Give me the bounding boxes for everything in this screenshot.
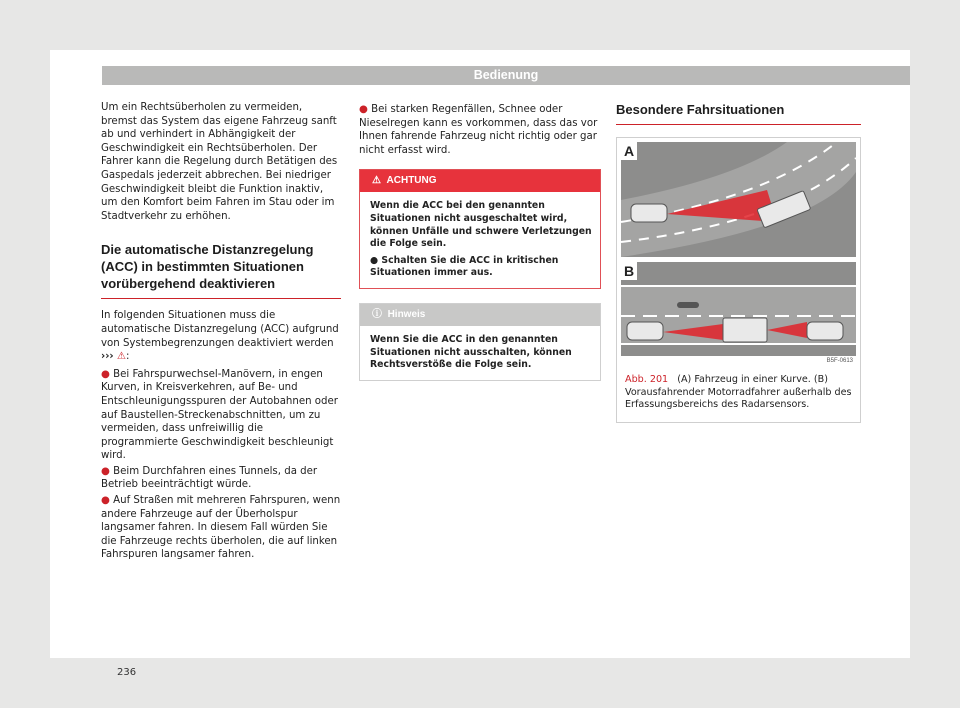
bullet-icon: ● bbox=[101, 368, 110, 380]
bullet-icon: ● bbox=[101, 495, 110, 507]
warning-header bbox=[360, 170, 600, 192]
bullet-icon: ● bbox=[359, 104, 368, 115]
list-item-text: Bei starken Regenfällen, Schnee oder Nieselregen kann es vorkommen, dass das vor Ihnen fahrende Fahrzeug nicht richtig oder gar nicht erfasst wird. bbox=[359, 104, 598, 156]
own-car bbox=[631, 204, 667, 222]
warning-title: ACHTUNG bbox=[386, 175, 437, 187]
lead-paragraph: In folgenden Situationen muss die automatische Distanzregelung (ACC) aufgrund von Systembegrenzungen deaktiviert werden ››› ⚠: bbox=[101, 310, 339, 363]
section-heading-situations: Besondere Fahrsituationen bbox=[616, 101, 861, 125]
page-number: 236 bbox=[117, 667, 137, 678]
truck bbox=[723, 318, 767, 342]
column-middle bbox=[359, 101, 601, 381]
warning-triangle-icon: ⚠ bbox=[372, 175, 381, 187]
car-ahead bbox=[807, 322, 843, 340]
warning-box bbox=[359, 169, 601, 289]
warning-bullet-text: Schalten Sie die ACC in kritischen Situationen immer aus. bbox=[370, 254, 559, 279]
own-car bbox=[627, 322, 663, 340]
info-icon: ⓘ bbox=[372, 308, 382, 320]
bullet-icon: ● bbox=[101, 465, 110, 477]
figure-illustration bbox=[617, 138, 860, 366]
bullet-icon: ● bbox=[370, 254, 379, 266]
panel-label-b: B bbox=[624, 263, 635, 279]
figure bbox=[616, 137, 861, 423]
warning-bullet bbox=[370, 255, 592, 280]
list-item-text: Auf Straßen mit mehreren Fahrspuren, wenn andere Fahrzeuge auf der Überholspur langsamer fahren. In diesem Fall würden Sie die Fahrzeuge rechts überholen, die auf linken Fahrspuren langsamer fahren. bbox=[101, 495, 341, 561]
lead-text: In folgenden Situationen muss die automatische Distanzregelung (ACC) aufgrund von Systembegrenzungen deaktiviert werden bbox=[101, 310, 339, 349]
note-header bbox=[360, 304, 600, 326]
note-title: Hinweis bbox=[387, 308, 426, 320]
column-right bbox=[616, 101, 861, 423]
list-item bbox=[101, 494, 341, 562]
figure-caption bbox=[617, 366, 860, 422]
caption-number: Abb. 201 bbox=[625, 374, 669, 385]
intro-paragraph: Um ein Rechtsüberholen zu vermeiden, bremst das System das eigene Fahrzeug sanft ab und verhindert in Abhängigkeit der Geschwindigkeit ein Rechtsüberholen. Der Fahrer kann die Regelung durch Betätigen des Gaspedals jederzeit abbrechen. Bei niedriger Geschwindigkeit bleibt die Funktion inaktiv, um den Komfort beim Fahren im Stau oder im Stadtverkehr zu erhöhen. bbox=[101, 102, 338, 222]
page-header: Bedienung bbox=[102, 66, 910, 85]
cross-reference-link[interactable]: ››› bbox=[101, 351, 114, 363]
motorcycle bbox=[677, 302, 699, 308]
list-item bbox=[101, 368, 341, 463]
warning-triangle-icon: ⚠ bbox=[116, 351, 126, 363]
list-item bbox=[359, 103, 601, 157]
note-text: Wenn Sie die ACC in den genannten Situationen nicht ausschalten, können Rechtsverstöße die Folge sein. bbox=[370, 333, 572, 371]
caption-text: (A) Fahrzeug in einer Kurve. (B) Vorausfahrender Motorradfahrer außerhalb des Erfassungsbereichs des Radarsensors. bbox=[625, 374, 852, 411]
warning-body bbox=[360, 192, 600, 288]
column-left bbox=[101, 101, 341, 564]
note-box bbox=[359, 303, 601, 381]
figure-code: B5F-0613 bbox=[826, 358, 853, 364]
panel-label-a: A bbox=[624, 143, 635, 159]
list-item bbox=[101, 465, 341, 492]
warning-text: Wenn die ACC bei den genannten Situationen nicht ausgeschaltet wird, können Unfälle und schwere Verletzungen die Folge sein. bbox=[370, 200, 592, 250]
list-item-text: Bei Fahrspurwechsel-Manövern, in engen Kurven, in Kreisverkehren, auf Be- und Entschleunigungsspuren der Autobahnen oder auf Baustellen-Streckenabschnitten, um zu vermeiden, dass unfreiwillig die programmierte Geschwindigkeit beschleunigt wird. bbox=[101, 368, 338, 462]
section-heading-acc: Die automatische Distanzregelung (ACC) in bestimmten Situationen vorübergehend deaktivieren bbox=[101, 233, 341, 299]
list-item-text: Beim Durchfahren eines Tunnels, da der Betrieb beeinträchtigt würde. bbox=[101, 465, 318, 491]
manual-page bbox=[50, 50, 910, 678]
